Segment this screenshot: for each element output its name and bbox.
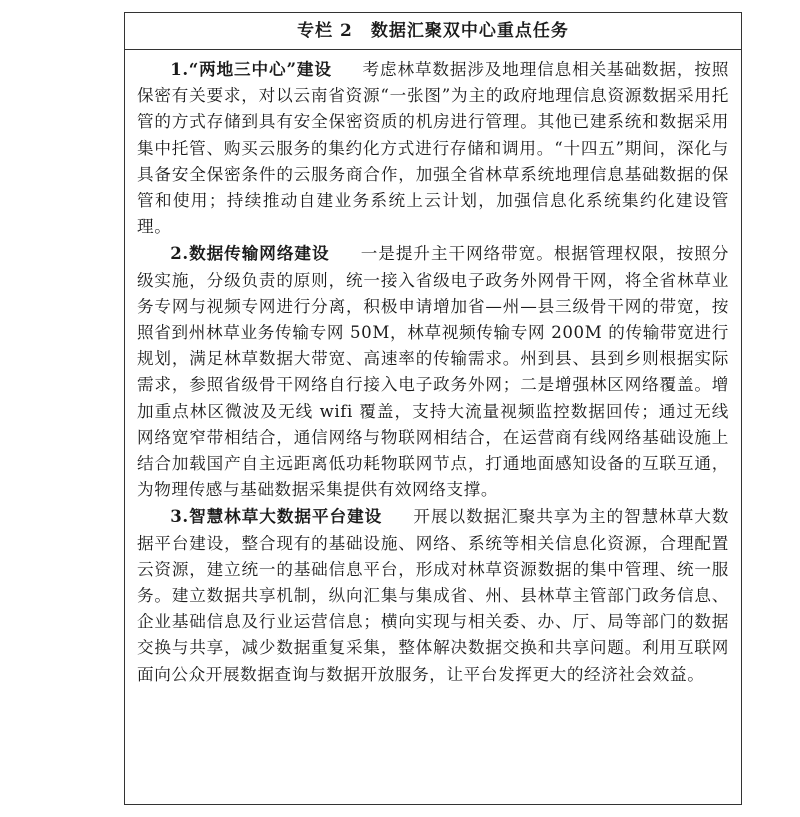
spacer <box>336 244 355 263</box>
section-text: 考虑林草数据涉及地理信息相关基础数据，按照保密有关要求，对以云南省资源“一张图”为主的政府地理信息资源数据采用托管的方式存储到具有安全保密资质的机房进行管理。其他已建系统和数据采用集中托管、购买云服务的集约化方式进行存储和调用。“十四五”期间，深化与具备安全保密条件的云服务商合作，加强全省林草系统地理信息基础数据的保管和使用；持续推动自建业务系统上云计划，加强信息化系统集约化建设管理。 <box>137 60 730 237</box>
spacer <box>338 60 356 79</box>
section-paragraph <box>137 240 729 503</box>
section-text: 一是提升主干网络带宽。根据管理权限，按照分级实施，分级负责的原则，统一接入省级电子政务外网骨干网，将全省林草业务专网与视频专网进行分离，积极申请增加省—州—县三级骨干网的带宽，按照省到州林草业务传输专网 50M，林草视频传输专网 200M 的传输带宽进行规划，满足林草数据大带宽、高速率的传输需求。州到县、县到乡则根据实际需求，参照省级骨干网络自行接入电子政务外网；二是增强林区网络覆盖。增加重点林区微波及无线 wifi 覆盖，支持大流量视频监控数据回传；通过无线网络宽窄带相结合，通信网络与物联网相结合，在运营商有线网络基础设施上结合加载国产自主远距离低功耗物联网节点，打通地面感知设备的互联互通，为物理传感与基础数据采集提供有效网络支撑。 <box>137 244 730 500</box>
spacer <box>388 507 407 526</box>
section-paragraph <box>137 56 729 240</box>
column-body <box>125 50 741 688</box>
section-paragraph <box>137 503 729 687</box>
section-heading: 1.“两地三中心”建设 <box>170 59 332 79</box>
section-heading: 3.智慧林草大数据平台建设 <box>170 506 383 527</box>
section-text: 开展以数据汇聚共享为主的智慧林草大数据平台建设，整合现有的基础设施、网络、系统等相关信息化资源，合理配置云资源，建立统一的基础信息平台，形成对林草资源数据的集中管理、统一服务。建立数据共享机制，纵向汇集与集成省、州、县林草主管部门政务信息、企业基础信息及行业运营信息；横向实现与相关委、办、厅、局等部门的数据交换与共享，减少数据重复采集，整体解决数据交换和共享问题。利用互联网面向公众开展数据查询与数据开放服务，让平台发挥更大的经济社会效益。 <box>137 507 730 684</box>
column-title: 专栏 2 数据汇聚双中心重点任务 <box>125 13 741 50</box>
column-box <box>124 12 742 805</box>
section-heading: 2.数据传输网络建设 <box>170 243 330 264</box>
